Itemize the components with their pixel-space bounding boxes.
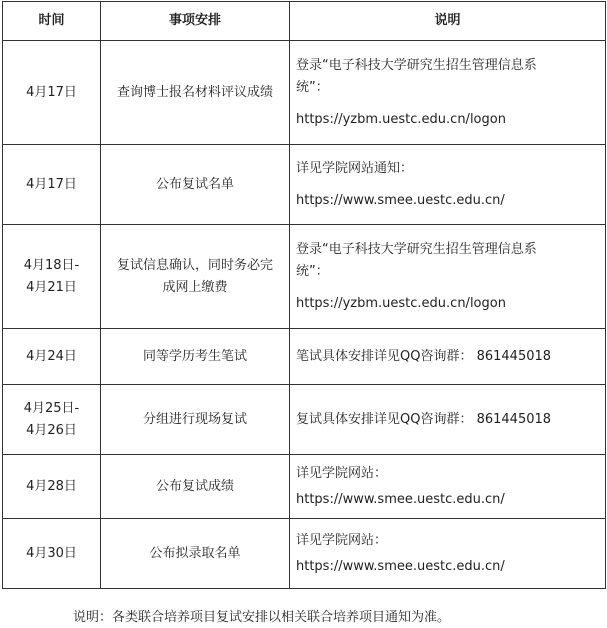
desc-line: 详见学院网站： <box>296 532 388 548</box>
header-description: 说明 <box>290 2 606 41</box>
row-date: 4月24日 <box>3 329 101 385</box>
desc-line: 统”： <box>296 263 329 279</box>
desc-line: 登录“电子科技大学研究生招生管理信息系 <box>296 57 537 73</box>
desc-link[interactable]: https://www.smee.uestc.edu.cn/ <box>296 491 505 507</box>
row-date: 4月30日 <box>3 519 101 589</box>
desc-link[interactable]: https://www.smee.uestc.edu.cn/ <box>296 558 505 574</box>
row-item: 复试信息确认，同时务必完 成网上缴费 <box>101 225 290 329</box>
row-description <box>290 329 606 385</box>
desc-line: 详见学院网站： <box>296 465 388 481</box>
header-arrangement: 事项安排 <box>101 2 290 41</box>
row-item: 同等学历考生笔试 <box>101 329 290 385</box>
header-time: 时间 <box>3 2 101 41</box>
desc-line: 笔试具体安排详见QQ咨询群： 861445018 <box>296 348 552 364</box>
desc-line: 复试具体安排详见QQ咨询群： 861445018 <box>296 411 552 427</box>
row-description <box>290 225 606 329</box>
desc-link[interactable]: https://yzbm.uestc.edu.cn/logon <box>296 295 506 311</box>
table-row <box>3 329 606 385</box>
desc-line: 详见学院网站通知： <box>296 160 414 176</box>
row-description <box>290 41 606 145</box>
row-date: 4月17日 <box>3 145 101 225</box>
row-item: 公布复试名单 <box>101 145 290 225</box>
desc-line: 登录“电子科技大学研究生招生管理信息系 <box>296 241 537 257</box>
table-row <box>3 385 606 455</box>
row-date: 4月25日- 4月26日 <box>3 385 101 455</box>
row-item: 分组进行现场复试 <box>101 385 290 455</box>
desc-link[interactable]: https://www.smee.uestc.edu.cn/ <box>296 192 505 208</box>
row-description <box>290 385 606 455</box>
row-item: 公布复试成绩 <box>101 455 290 519</box>
row-description <box>290 519 606 589</box>
row-description <box>290 455 606 519</box>
desc-line: 统”： <box>296 79 329 95</box>
table-header-row <box>3 2 606 41</box>
row-date: 4月17日 <box>3 41 101 145</box>
desc-link[interactable]: https://yzbm.uestc.edu.cn/logon <box>296 111 506 127</box>
footnote: 说明：各类联合培养项目复试安排以相关联合培养项目通知为准。 <box>73 610 451 625</box>
table-row <box>3 145 606 225</box>
schedule-table <box>2 1 606 589</box>
row-date: 4月28日 <box>3 455 101 519</box>
row-item: 公布拟录取名单 <box>101 519 290 589</box>
table-row <box>3 225 606 329</box>
row-description <box>290 145 606 225</box>
row-item: 查询博士报名材料评议成绩 <box>101 41 290 145</box>
row-date: 4月18日- 4月21日 <box>3 225 101 329</box>
table-row <box>3 41 606 145</box>
table-row <box>3 519 606 589</box>
table-row <box>3 455 606 519</box>
